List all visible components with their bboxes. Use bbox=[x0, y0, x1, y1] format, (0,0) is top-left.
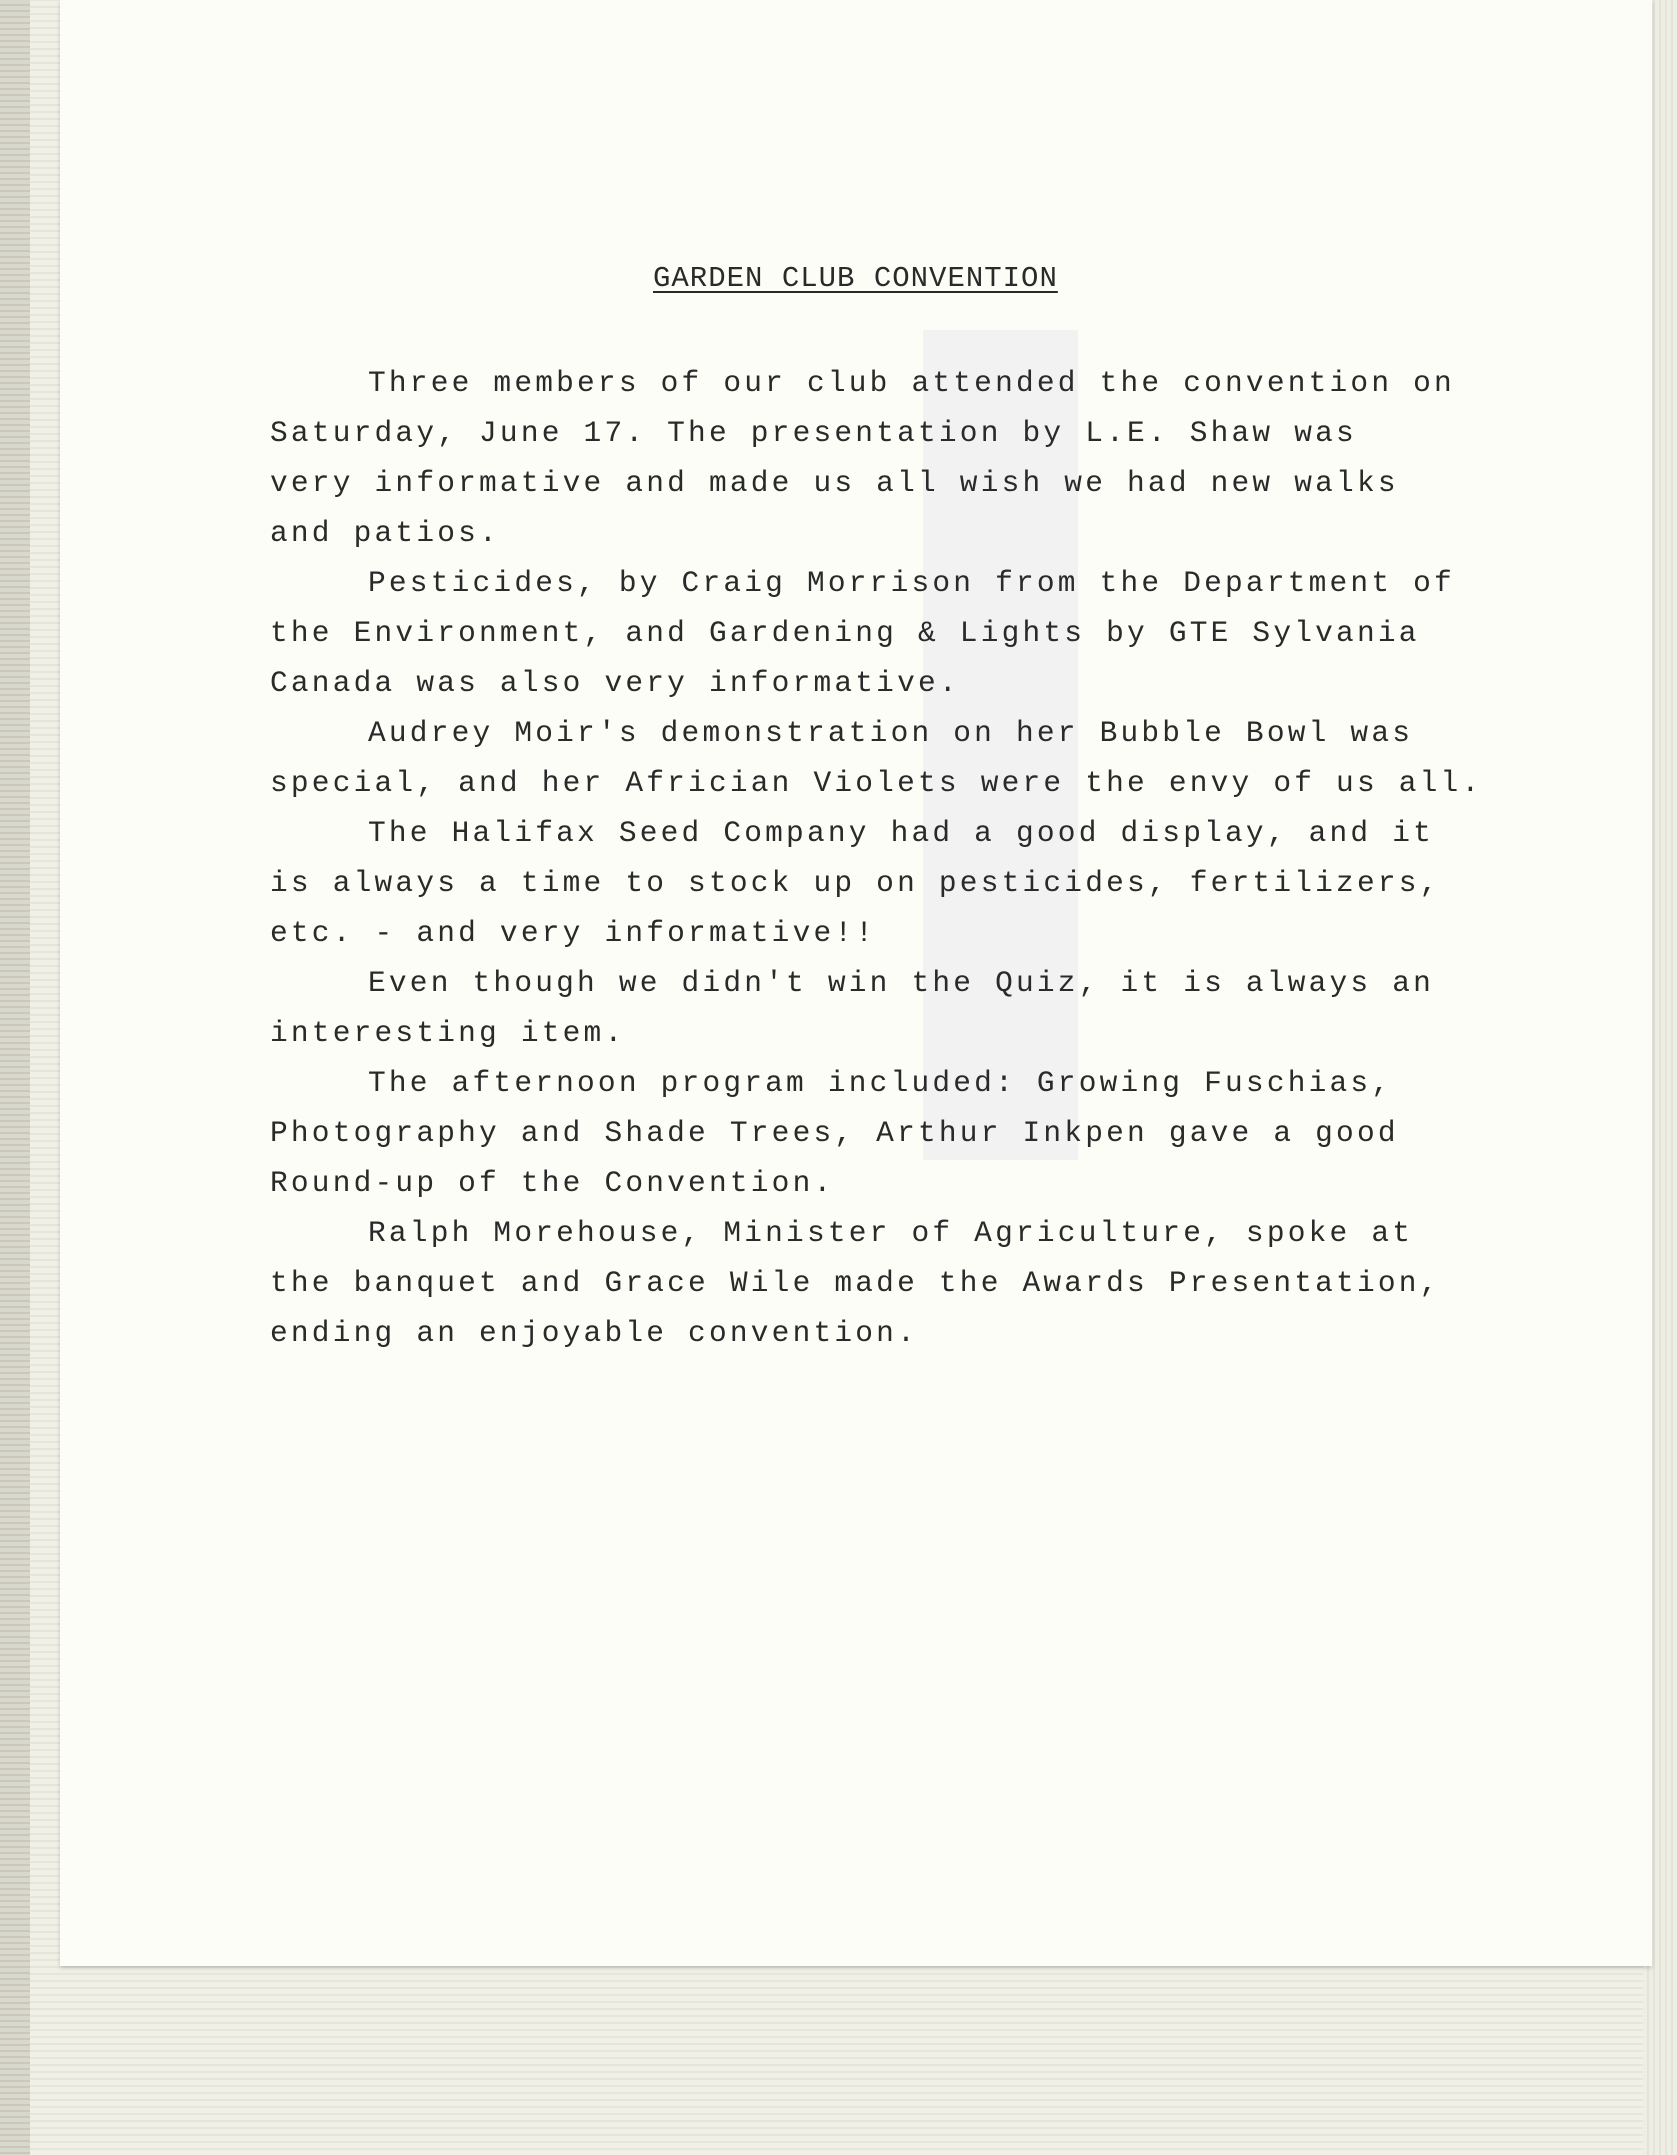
text-line: The afternoon program included: Growing Fuschias, bbox=[368, 1066, 1393, 1100]
text-line: Ralph Morehouse, Minister of Agriculture, spoke at bbox=[368, 1216, 1414, 1250]
text-line: the Environment, and Gardening & Lights by GTE Sylvania bbox=[270, 616, 1420, 650]
text-line: Pesticides, by Craig Morrison from the Department of bbox=[368, 566, 1455, 600]
article-body bbox=[270, 358, 1483, 1358]
text-line: etc. - and very informative!! bbox=[270, 916, 877, 950]
text-line: Audrey Moir's demonstration on her Bubble Bowl was bbox=[368, 716, 1414, 750]
text-line: Even though we didn't win the Quiz, it is always an bbox=[368, 966, 1435, 1000]
album-binding bbox=[0, 0, 32, 2155]
text-line: special, and her Africian Violets were the envy of us all. bbox=[270, 766, 1483, 800]
text-line: interesting item. bbox=[270, 1016, 626, 1050]
text-line: the banquet and Grace Wile made the Awards Presentation, bbox=[270, 1266, 1441, 1300]
text-line: ending an enjoyable convention. bbox=[270, 1316, 918, 1350]
text-line: is always a time to stock up on pesticides, fertilizers, bbox=[270, 866, 1441, 900]
text-line: very informative and made us all wish we had new walks bbox=[270, 466, 1399, 500]
page-title: GARDEN CLUB CONVENTION bbox=[653, 262, 1058, 295]
text-line: Canada was also very informative. bbox=[270, 666, 960, 700]
text-line: and patios. bbox=[270, 516, 500, 550]
text-line: Three members of our club attended the convention on bbox=[368, 366, 1455, 400]
text-line: The Halifax Seed Company had a good display, and it bbox=[368, 816, 1435, 850]
text-line: Photography and Shade Trees, Arthur Inkpen gave a good bbox=[270, 1116, 1399, 1150]
text-line: Round-up of the Convention. bbox=[270, 1166, 835, 1200]
text-line: Saturday, June 17. The presentation by L.E. Shaw was bbox=[270, 416, 1357, 450]
